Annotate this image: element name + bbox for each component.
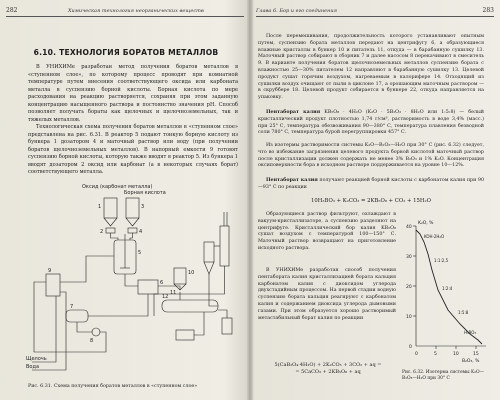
curve-label-koh: KOH·2H₂O bbox=[424, 234, 445, 239]
pipe-mixer-reactor bbox=[60, 256, 114, 282]
right-page bbox=[256, 6, 494, 396]
y-tick-label-10: 10 bbox=[406, 315, 412, 320]
doser-2 bbox=[106, 228, 115, 233]
num-2: 2 bbox=[100, 229, 104, 235]
centrifuge-6 bbox=[138, 280, 158, 294]
curve-label-1-5-8: 1:5:8 bbox=[458, 310, 469, 315]
product-hopper-22 bbox=[222, 318, 232, 334]
left-paragraph-2: Технологическая схема получения боратов металлов в «ступенном слое» представлена на рис. 6.31. В реактор 5 подают тонкую борную кислоту из бункера 1 дозатором 4 и маточный раствор или воду (при получении боратов щелочноземельных металлов). В напорный емкости 9 готовят суспензию борной кислоты, которую также вводят в реактор 5. Из бункера 1 вводят дозатором 2 оксид или карбонат (а в некоторых случаях борат) соответствующего металла. bbox=[28, 124, 238, 175]
process-flow-diagram bbox=[26, 182, 240, 378]
pipe-dryer-product bbox=[218, 310, 227, 318]
hopper-1-cone bbox=[104, 218, 117, 226]
right-paragraph-6: В УНИХИМе разработан способ получения пентабората калия кристаллизацией бората кальция карбонатом калия с диоксидом углерода двухстадийным процессом. На первой стадии водную суспензию бората кальция реагируют с карбонатом калия и содержанием диоксида углерода дымовыми газами. При этом образуется хорошо растворимый метастабильный борат калия по реакции bbox=[258, 268, 396, 321]
label-alkali-inlet: Щелочь bbox=[26, 356, 47, 362]
section-heading: 6.10. ТЕХНОЛОГИЯ БОРАТОВ МЕТАЛЛОВ bbox=[33, 48, 219, 57]
x-tick-label-10: 10 bbox=[453, 352, 459, 357]
left-running-header bbox=[6, 6, 244, 16]
label-boric-acid-feed: Борная кислота bbox=[124, 190, 166, 196]
right-figure-caption: Рис. 6.32. Изотерма системы K₂O—B₂O₃—H₂O при 30° С bbox=[402, 370, 485, 381]
num-8: 8 bbox=[90, 338, 94, 344]
collector-7 bbox=[66, 310, 88, 322]
curve-label-1-1-2-5: 1:1:2,5 bbox=[434, 258, 449, 263]
curve-label-1-2-4: 1:2:4 bbox=[442, 286, 453, 291]
left-page bbox=[6, 6, 244, 396]
equation-1: 10H₃BO₃ + K₂CO₃ = 2KB₅O₈ + CO₂ + 15H₂O bbox=[311, 198, 431, 204]
right-page-number: 283 bbox=[482, 7, 494, 14]
right-header-rule bbox=[256, 16, 494, 17]
pipe-collector-pump bbox=[77, 322, 92, 332]
chart-x-label: B₂O₃, % bbox=[462, 359, 480, 364]
num-5: 5 bbox=[138, 250, 142, 256]
book-gutter bbox=[247, 0, 253, 400]
right-paragraph-1: После перемешивания, продолжительность которого устанавливают опытным путем, суспензию бората металлов передают на центрифугу 6, а образующиеся влажные кристаллы в бункер 10 и питатель 11, откуда — в барабанную сушилку 13. Маточный раствор собирают в сборник 7 и далее насосом 8 перекачивают в смеситель 9. В варианте получения боратов щелочноземельных металлов суспензию бората с влажностью 25—30% питателем 12 направляют в барабанную сушилку 13. Целевой продукт сушат горячим воздухом, нагреваемым в калорифере 14. Отходящий из сушилки воздух очищают от пыли в циклоне 17, а орошающим маточным раствором — в скруббере 18. Целевой продукт собирается в бункере 22, откуда направляется на упаковку. bbox=[258, 34, 484, 101]
y-tick-label-20: 20 bbox=[406, 285, 412, 290]
pipe-centrifuge-collector bbox=[88, 294, 148, 316]
x-tick-label-15: 15 bbox=[473, 352, 479, 357]
y-tick-label-0: 0 bbox=[409, 345, 412, 350]
left-figure-caption: Рис. 6.31. Схема получения боратов металлов в «ступенном слое» bbox=[28, 384, 198, 389]
doser-4 bbox=[128, 228, 137, 233]
right-paragraph-4 bbox=[258, 177, 484, 192]
right-running-title: Глава 6. Бор и его соединения bbox=[256, 8, 337, 14]
equation-2-line-2: = 5CaCO₃ + 2KB₅O₈ + aq bbox=[295, 369, 361, 375]
pump-8 bbox=[92, 328, 100, 336]
hopper-10 bbox=[174, 268, 186, 284]
num-1: 1 bbox=[98, 204, 102, 210]
right-paragraph-3: Из изотермы растворимости системы K₂O—B₂O₃—H₂O при 30° С (рис. 6.32) следует, что во избежание загрязнения целевого продукта борной кислотой маточный раствор после кристаллизации должен содержать не менее 3% B₂O₃ и 1% K₂O. Концентрация оксиповерхности бора в исходном растворе поддерживается на уровне 10—12%. bbox=[258, 143, 484, 169]
right-paragraph-2 bbox=[258, 109, 484, 137]
num-12: 12 bbox=[162, 294, 169, 300]
right-running-header bbox=[256, 6, 494, 16]
num-7: 7 bbox=[70, 304, 74, 310]
chart-y-label: K₂O, % bbox=[418, 221, 434, 226]
y-tick-label-40: 40 bbox=[406, 225, 412, 230]
hopper-3 bbox=[126, 198, 139, 218]
calorifer-14 bbox=[176, 330, 194, 340]
scrubber-18 bbox=[220, 226, 229, 266]
pipe-scrubber-exhaust bbox=[224, 212, 227, 226]
pipe-pump-mixer bbox=[34, 282, 106, 352]
num-9: 9 bbox=[48, 268, 52, 274]
label-water-inlet: Вода bbox=[26, 364, 40, 370]
num-11: 11 bbox=[170, 290, 177, 296]
pipe-doser4-reactor bbox=[130, 233, 133, 240]
num-6: 6 bbox=[160, 280, 164, 286]
pipe-calorifer-dryer bbox=[194, 312, 204, 335]
mixer-9 bbox=[46, 274, 60, 296]
x-tick-label-5: 5 bbox=[434, 352, 437, 357]
left-page-number: 282 bbox=[6, 7, 18, 14]
curve-label-h3bo3: H₃BO₃ bbox=[464, 330, 477, 335]
hopper-1 bbox=[104, 198, 117, 218]
right-paragraph-2-body: KB₅O₈ · 4H₂O (K₂O · 5B₂O₃ · 8H₂O или 1:5:8) — белый кристаллический продукт плотностью 1,74 г/см³, растворимость в воде 3,4% (масс.) при 25° С, температура обезвоживания 90—380° С, температура плавления безводной соли 780° С, температура бурой перегруппировки 457° С. bbox=[258, 110, 484, 136]
y-tick-label-30: 30 bbox=[406, 255, 412, 260]
num-3: 3 bbox=[141, 204, 145, 210]
num-10: 10 bbox=[188, 270, 195, 276]
pipe-reactor-centrifuge bbox=[125, 274, 138, 286]
x-tick-label-0: 0 bbox=[415, 352, 418, 357]
isotherm-chart bbox=[402, 218, 492, 368]
right-paragraph-2-lead: Пентаборат калия bbox=[266, 109, 321, 115]
num-4: 4 bbox=[139, 229, 143, 235]
left-running-title: Химическая технология неорганических веществ bbox=[68, 8, 204, 14]
hopper-3-cone bbox=[126, 218, 139, 226]
left-paragraph-1: В УНИХИМе разработан метод получения боратов металлов в «ступенном слое», по которому процесс проводят при комнатной температуре путем внесения соответствующего оксида или карбоната металла в суспензию борной кислоты. Борная кислота по мере расходования на реакцию растворяется, сохраняя при этом заданную концентрацию насыщенного раствора и постоянство значения pH. Способ позволяет получать бораты как щелочных и щелочноземельных, так и тяжелых металлов. bbox=[28, 64, 238, 123]
right-paragraph-4-body: получают реакцией борной кислоты с карбонатом калия при 90—93° С по реакции bbox=[258, 178, 484, 190]
left-header-rule bbox=[6, 16, 244, 17]
right-paragraph-5: Образующиеся раствор фильтруют, охлаждают в вакуум-кристаллизаторе, а суспензию разделяют на центрифуге. Кристаллический бор калия KB₅O₈ сушат воздухом с температурой 100—150° С. Маточный раствор возвращают на приготовление исходного раствора. bbox=[258, 212, 396, 251]
cyclone-17-cone bbox=[204, 262, 214, 274]
label-oxide-feed: Оксид (карбонат металла) bbox=[82, 184, 153, 190]
equation-2 bbox=[258, 362, 398, 376]
pipe-doser2-reactor bbox=[111, 233, 119, 240]
equation-2-line-1: 5(CaB₂O₄·4H₂O) + 2K₂CO₃ + 3CO₂ + aq = bbox=[274, 362, 382, 368]
right-paragraph-4-lead: Пентаборат калия bbox=[266, 177, 318, 183]
cyclone-17 bbox=[204, 242, 214, 262]
